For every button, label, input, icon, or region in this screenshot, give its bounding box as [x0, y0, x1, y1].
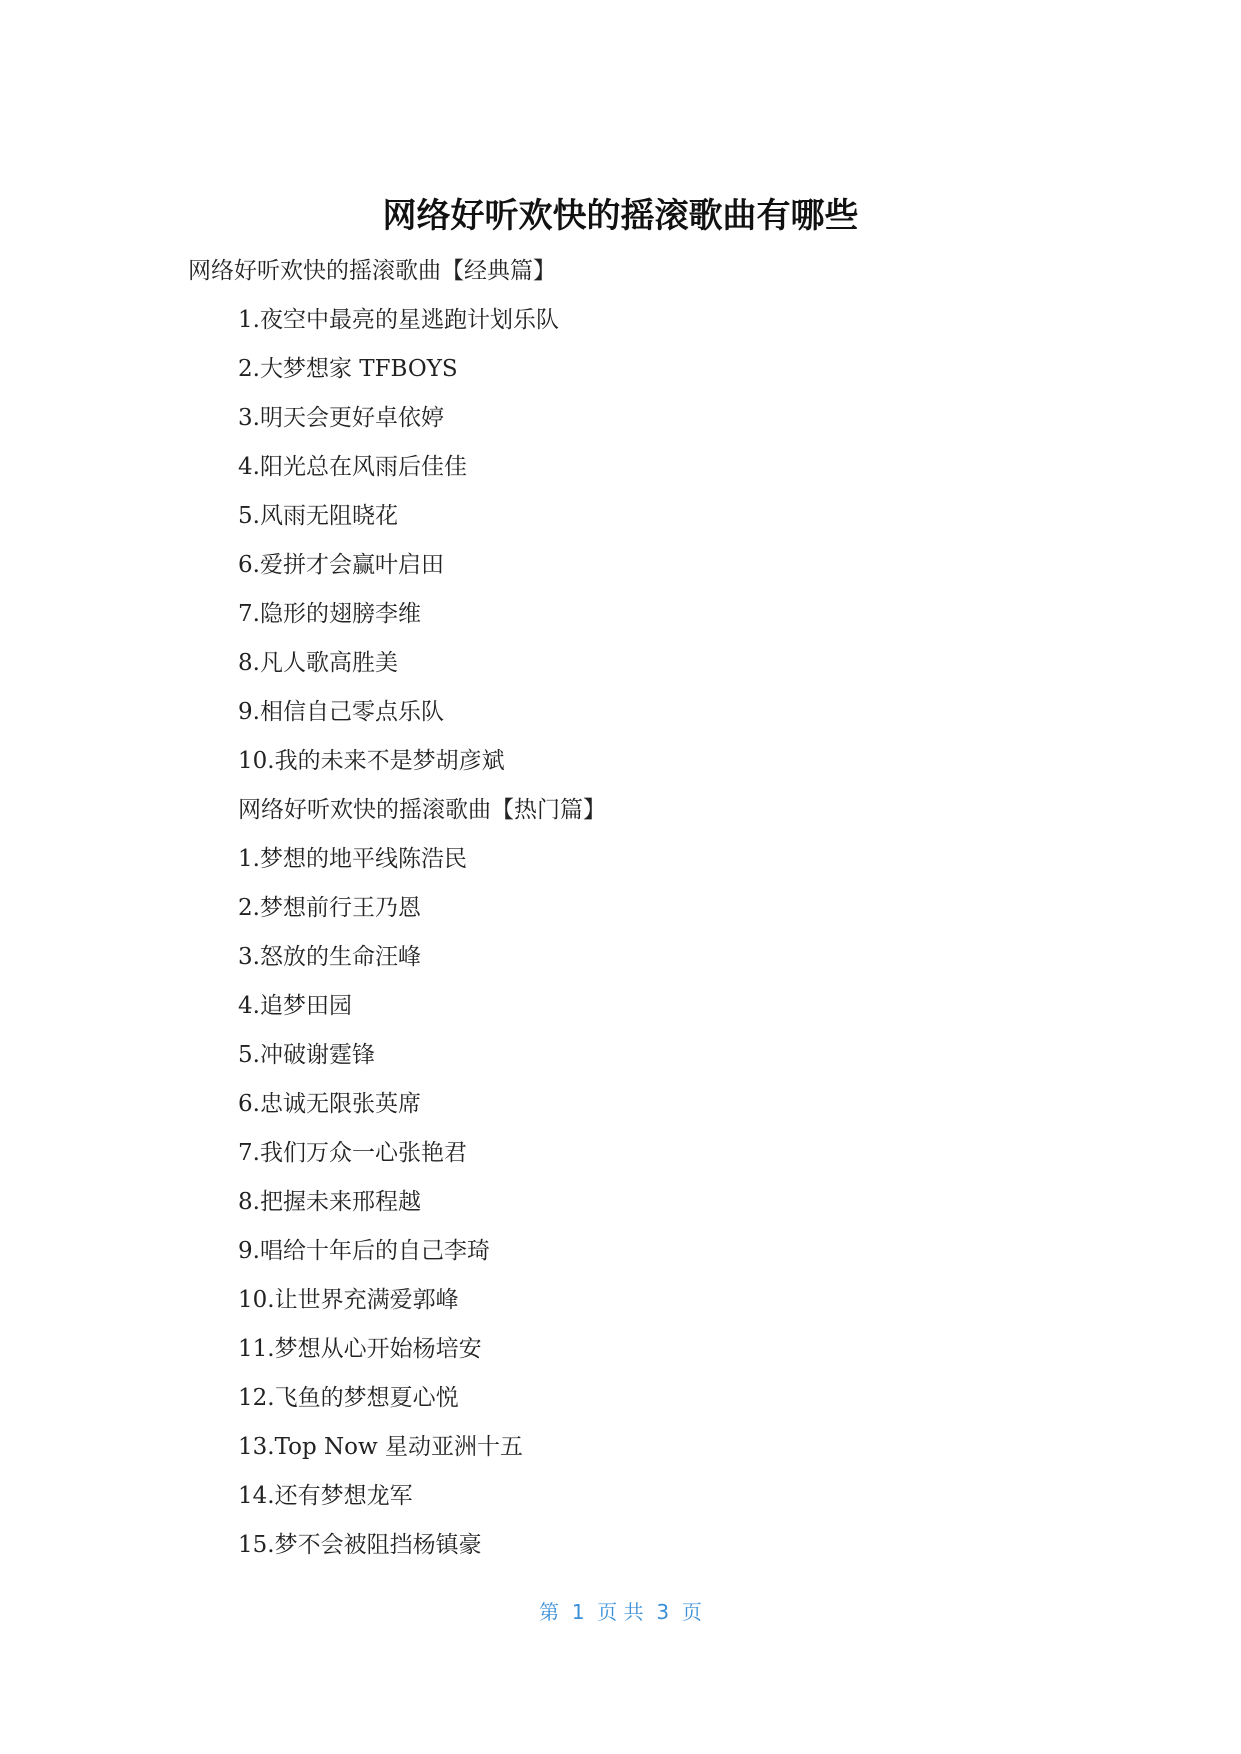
- list-item: 4.追梦田园: [238, 993, 352, 1019]
- list-item: 5.风雨无阻晓花: [238, 503, 398, 529]
- list-item: 9.相信自己零点乐队: [238, 699, 444, 725]
- list-item: 9.唱给十年后的自己李琦: [238, 1238, 490, 1264]
- list-item: 3.明天会更好卓依婷: [238, 405, 444, 431]
- list-item: 7.隐形的翅膀李维: [238, 601, 421, 627]
- list-item: 12.飞鱼的梦想夏心悦: [238, 1385, 459, 1411]
- list-item: 1.夜空中最亮的星逃跑计划乐队: [238, 307, 559, 333]
- list-item: 8.凡人歌高胜美: [238, 650, 398, 676]
- page-number-footer: 第 1 页 共 3 页: [539, 1600, 702, 1624]
- list-item: 2.梦想前行王乃恩: [238, 895, 421, 921]
- list-item: 8.把握未来邢程越: [238, 1189, 421, 1215]
- list-item: 7.我们万众一心张艳君: [238, 1140, 467, 1166]
- list-item: 3.怒放的生命汪峰: [238, 944, 421, 970]
- list-item: 6.忠诚无限张英席: [238, 1091, 421, 1117]
- list-item: 14.还有梦想龙军: [238, 1483, 413, 1509]
- list-item: 4.阳光总在风雨后佳佳: [238, 454, 467, 480]
- page-title: 网络好听欢快的摇滚歌曲有哪些: [382, 196, 859, 236]
- list-item: 2.大梦想家 TFBOYS: [238, 356, 458, 382]
- section-heading-popular: 网络好听欢快的摇滚歌曲【热门篇】: [238, 797, 606, 823]
- list-item: 10.让世界充满爱郭峰: [238, 1287, 459, 1313]
- list-item: 5.冲破谢霆锋: [238, 1042, 375, 1068]
- list-item: 13.Top Now 星动亚洲十五: [238, 1434, 523, 1460]
- list-item: 15.梦不会被阻挡杨镇豪: [238, 1532, 482, 1558]
- section-heading-classic: 网络好听欢快的摇滚歌曲【经典篇】: [188, 258, 556, 284]
- list-item: 6.爱拼才会赢叶启田: [238, 552, 444, 578]
- list-item: 11.梦想从心开始杨培安: [238, 1336, 482, 1362]
- list-item: 1.梦想的地平线陈浩民: [238, 846, 467, 872]
- list-item: 10.我的未来不是梦胡彦斌: [238, 748, 505, 774]
